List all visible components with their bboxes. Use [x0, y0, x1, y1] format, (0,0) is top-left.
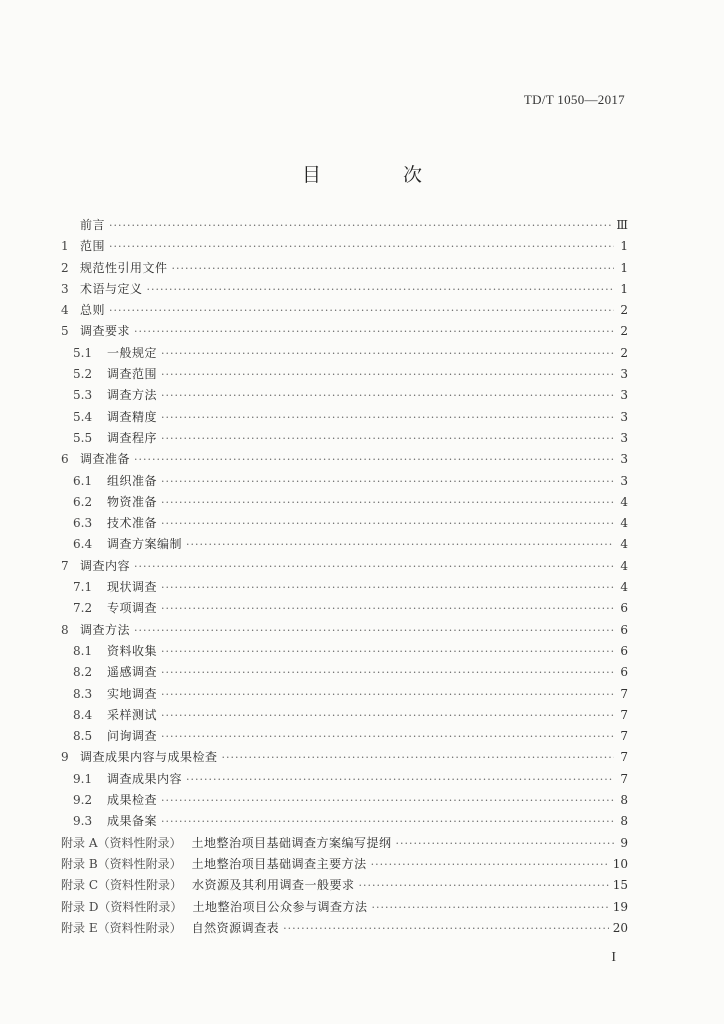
toc-entry-page: 1 [620, 281, 628, 296]
toc-entry-page: 6 [620, 601, 628, 616]
toc-entry-leader-dots [109, 215, 612, 236]
toc-entry-page: 7 [620, 750, 628, 765]
toc-entry-leader-dots [283, 918, 609, 939]
toc-entry[interactable] [61, 577, 628, 598]
toc-entry-label: 调查方法 [80, 622, 131, 637]
toc-entry-number: 9.2 [73, 793, 93, 808]
toc-entry-number: 5.1 [73, 345, 93, 360]
toc-entry-page: 2 [620, 303, 628, 318]
toc-entry-number: 5.2 [73, 367, 93, 382]
toc-entry[interactable] [61, 897, 628, 918]
toc-entry-label: 调查方法 [107, 388, 158, 403]
toc-entry-leader-dots [161, 407, 614, 428]
toc-entry[interactable] [61, 854, 628, 875]
toc-entry-page: 3 [620, 473, 628, 488]
toc-entry[interactable] [61, 215, 628, 236]
toc-entry-label: 前言 [80, 218, 106, 232]
toc-entry[interactable] [61, 471, 628, 492]
toc-entry-page: 1 [620, 260, 628, 275]
toc-entry[interactable] [61, 684, 628, 705]
toc-entry-number: 1 [61, 239, 69, 254]
toc-entry-number: 附录 A（资料性附录） [61, 835, 182, 850]
toc-entry-page: 8 [620, 793, 628, 808]
toc-entry-label: 成果检查 [107, 793, 158, 808]
toc-entry-leader-dots [371, 897, 608, 918]
toc-entry-page: 15 [612, 878, 628, 893]
toc-entry-number: 8.5 [73, 729, 93, 744]
toc-entry-leader-dots [371, 854, 609, 875]
toc-entry-page: 2 [620, 324, 628, 339]
toc-entry-label: 土地整治项目基础调查方案编写提纲 [191, 835, 392, 850]
toc-entry[interactable] [61, 726, 628, 747]
toc-entry[interactable] [61, 556, 628, 577]
toc-entry-number: 6.4 [73, 537, 93, 552]
toc-entry-label: 调查精度 [107, 409, 158, 424]
toc-entry-page: 7 [620, 707, 628, 722]
toc-entry-leader-dots [161, 428, 614, 449]
toc-entry-number: 9.3 [73, 814, 93, 829]
toc-entry-label: 调查范围 [107, 367, 158, 382]
toc-entry-label: 遥感调查 [107, 665, 158, 680]
toc-entry-number: 6 [61, 452, 69, 467]
toc-entry-leader-dots [161, 598, 614, 619]
toc-entry-label: 调查准备 [80, 452, 131, 467]
toc-entry-label: 专项调查 [107, 601, 158, 616]
toc-entry[interactable] [61, 641, 628, 662]
toc-entry-number: 6.2 [73, 494, 93, 509]
toc-entry[interactable] [61, 385, 628, 406]
toc-entry-number: 7.1 [73, 580, 93, 595]
toc-entry-page: 7 [620, 729, 628, 744]
toc-entry-leader-dots [161, 577, 614, 598]
toc-entry-label: 技术准备 [107, 516, 158, 531]
toc-entry-number: 7 [61, 558, 69, 573]
toc-entry-page: 4 [620, 537, 628, 552]
toc-entry-number: 8.2 [73, 665, 93, 680]
toc-entry-page: 4 [620, 558, 628, 573]
toc-entry-label: 土地整治项目基础调查主要方法 [191, 856, 367, 871]
toc-entry-label: 自然资源调查表 [191, 920, 280, 935]
toc-entry-page: 3 [620, 367, 628, 382]
toc-entry-number: 2 [61, 260, 69, 275]
toc-entry-label: 采样测试 [107, 707, 158, 722]
toc-entry-number: 7.2 [73, 601, 93, 616]
toc-entry-label: 物资准备 [107, 494, 158, 509]
toc-entry[interactable] [61, 492, 628, 513]
toc-entry-page: 3 [620, 409, 628, 424]
toc-entry[interactable] [61, 407, 628, 428]
toc-entry-label: 水资源及其利用调查一般要求 [192, 878, 355, 893]
toc-entry-number: 附录 D（资料性附录） [61, 899, 183, 914]
toc-entry[interactable] [61, 513, 628, 534]
toc-entry[interactable] [61, 279, 628, 300]
toc-entry-leader-dots [134, 321, 614, 342]
toc-entry-number: 6.3 [73, 516, 93, 531]
toc-entry-label: 总则 [80, 303, 106, 318]
toc-entry-leader-dots [396, 833, 615, 854]
toc-entry-page: 20 [612, 920, 628, 935]
toc-entry-label: 资料收集 [107, 643, 158, 658]
toc-entry-page: 4 [620, 516, 628, 531]
toc-entry-page: 2 [620, 345, 628, 360]
toc-entry-page: 6 [620, 643, 628, 658]
toc-entry-leader-dots [161, 811, 614, 832]
toc-entry-page: 3 [620, 452, 628, 467]
toc-entry[interactable] [61, 258, 628, 279]
toc-entry[interactable] [61, 534, 628, 555]
toc-entry[interactable] [61, 620, 628, 641]
toc-entry-leader-dots [359, 875, 609, 896]
toc-entry[interactable] [61, 364, 628, 385]
toc-entry-label: 组织准备 [107, 473, 158, 488]
toc-entry-page: 9 [620, 835, 628, 850]
toc-entry-page: 4 [620, 580, 628, 595]
toc-entry-page: 6 [620, 665, 628, 680]
toc-entry-number: 9 [61, 750, 69, 765]
toc-entry[interactable] [61, 662, 628, 683]
toc-entry-leader-dots [147, 279, 614, 300]
toc-entry-leader-dots [161, 343, 614, 364]
toc-entry[interactable] [61, 918, 628, 939]
toc-entry-number: 5.3 [73, 388, 93, 403]
toc-entry[interactable] [61, 811, 628, 832]
toc-entry-leader-dots [161, 471, 614, 492]
toc-entry-leader-dots [161, 705, 614, 726]
toc-entry-leader-dots [172, 258, 614, 279]
toc-entry-leader-dots [161, 790, 614, 811]
toc-entry-leader-dots [186, 534, 614, 555]
toc-entry-number: 4 [61, 303, 69, 318]
toc-entry-leader-dots [186, 769, 614, 790]
toc-entry-page: 7 [620, 771, 628, 786]
toc-entry-label: 成果备案 [107, 814, 158, 829]
table-of-contents [61, 215, 628, 939]
toc-entry-label: 术语与定义 [80, 281, 143, 296]
toc-entry-label: 现状调查 [107, 580, 158, 595]
toc-entry-number: 8 [61, 622, 69, 637]
toc-entry-leader-dots [161, 492, 614, 513]
toc-entry-number: 附录 E（资料性附录） [61, 920, 182, 935]
toc-entry-leader-dots [134, 620, 614, 641]
toc-entry[interactable] [61, 236, 628, 257]
toc-entry-label: 调查成果内容与成果检查 [80, 750, 218, 765]
toc-entry[interactable] [61, 300, 628, 321]
toc-entry-label: 土地整治项目公众参与调查方法 [192, 899, 368, 914]
toc-entry-number: 3 [61, 281, 69, 296]
toc-entry-number: 8.1 [73, 643, 93, 658]
toc-entry-page: 7 [620, 686, 628, 701]
toc-entry-leader-dots [161, 726, 614, 747]
toc-entry-number: 6.1 [73, 473, 93, 488]
toc-entry[interactable] [61, 790, 628, 811]
toc-entry-leader-dots [161, 513, 614, 534]
toc-entry-label: 调查方案编制 [107, 537, 183, 552]
toc-entry-leader-dots [109, 300, 614, 321]
document-code: TD/T 1050—2017 [523, 92, 625, 107]
toc-entry-label: 范围 [80, 239, 106, 254]
toc-entry[interactable] [61, 747, 628, 768]
toc-entry-leader-dots [161, 662, 614, 683]
toc-entry-label: 调查成果内容 [107, 771, 183, 786]
toc-entry-number: 9.1 [73, 771, 93, 786]
toc-entry-number: 8.4 [73, 707, 93, 722]
toc-entry-page: 19 [612, 899, 628, 914]
toc-entry-page: Ⅲ [616, 218, 628, 232]
toc-entry-label: 实地调查 [107, 686, 158, 701]
toc-entry-leader-dots [161, 364, 614, 385]
toc-entry[interactable] [61, 875, 628, 896]
toc-entry[interactable] [61, 321, 628, 342]
toc-entry-page: 8 [620, 814, 628, 829]
toc-entry-leader-dots [109, 236, 614, 257]
toc-entry-label: 调查要求 [80, 324, 131, 339]
toc-entry-label: 一般规定 [107, 345, 158, 360]
toc-entry-number: 5.4 [73, 409, 93, 424]
toc-entry-page: 3 [620, 430, 628, 445]
toc-entry-number: 附录 C（资料性附录） [61, 878, 182, 893]
toc-entry[interactable] [61, 343, 628, 364]
toc-entry-label: 调查程序 [107, 430, 158, 445]
toc-entry[interactable] [61, 428, 628, 449]
toc-entry-leader-dots [134, 556, 614, 577]
toc-entry[interactable] [61, 769, 628, 790]
toc-entry-page: 1 [620, 239, 628, 254]
toc-entry-leader-dots [161, 385, 614, 406]
toc-entry-number: 8.3 [73, 686, 93, 701]
toc-entry-number: 5 [61, 324, 69, 339]
toc-entry-page: 6 [620, 622, 628, 637]
toc-entry-leader-dots [161, 641, 614, 662]
toc-entry-page: 4 [620, 494, 628, 509]
toc-entry-leader-dots [134, 449, 614, 470]
toc-entry-leader-dots [161, 684, 614, 705]
toc-entry[interactable] [61, 833, 628, 854]
toc-entry-number: 5.5 [73, 430, 93, 445]
toc-entry-label: 规范性引用文件 [80, 260, 168, 275]
page-number: I [611, 950, 616, 965]
toc-entry-page: 3 [620, 388, 628, 403]
toc-entry[interactable] [61, 705, 628, 726]
toc-entry-page: 10 [612, 856, 628, 871]
toc-entry-leader-dots [222, 747, 614, 768]
toc-entry[interactable] [61, 598, 628, 619]
toc-entry[interactable] [61, 449, 628, 470]
toc-entry-label: 问询调查 [107, 729, 158, 744]
toc-title: 目 次 [301, 164, 461, 186]
toc-entry-label: 调查内容 [80, 558, 131, 573]
toc-entry-number: 附录 B（资料性附录） [61, 856, 182, 871]
